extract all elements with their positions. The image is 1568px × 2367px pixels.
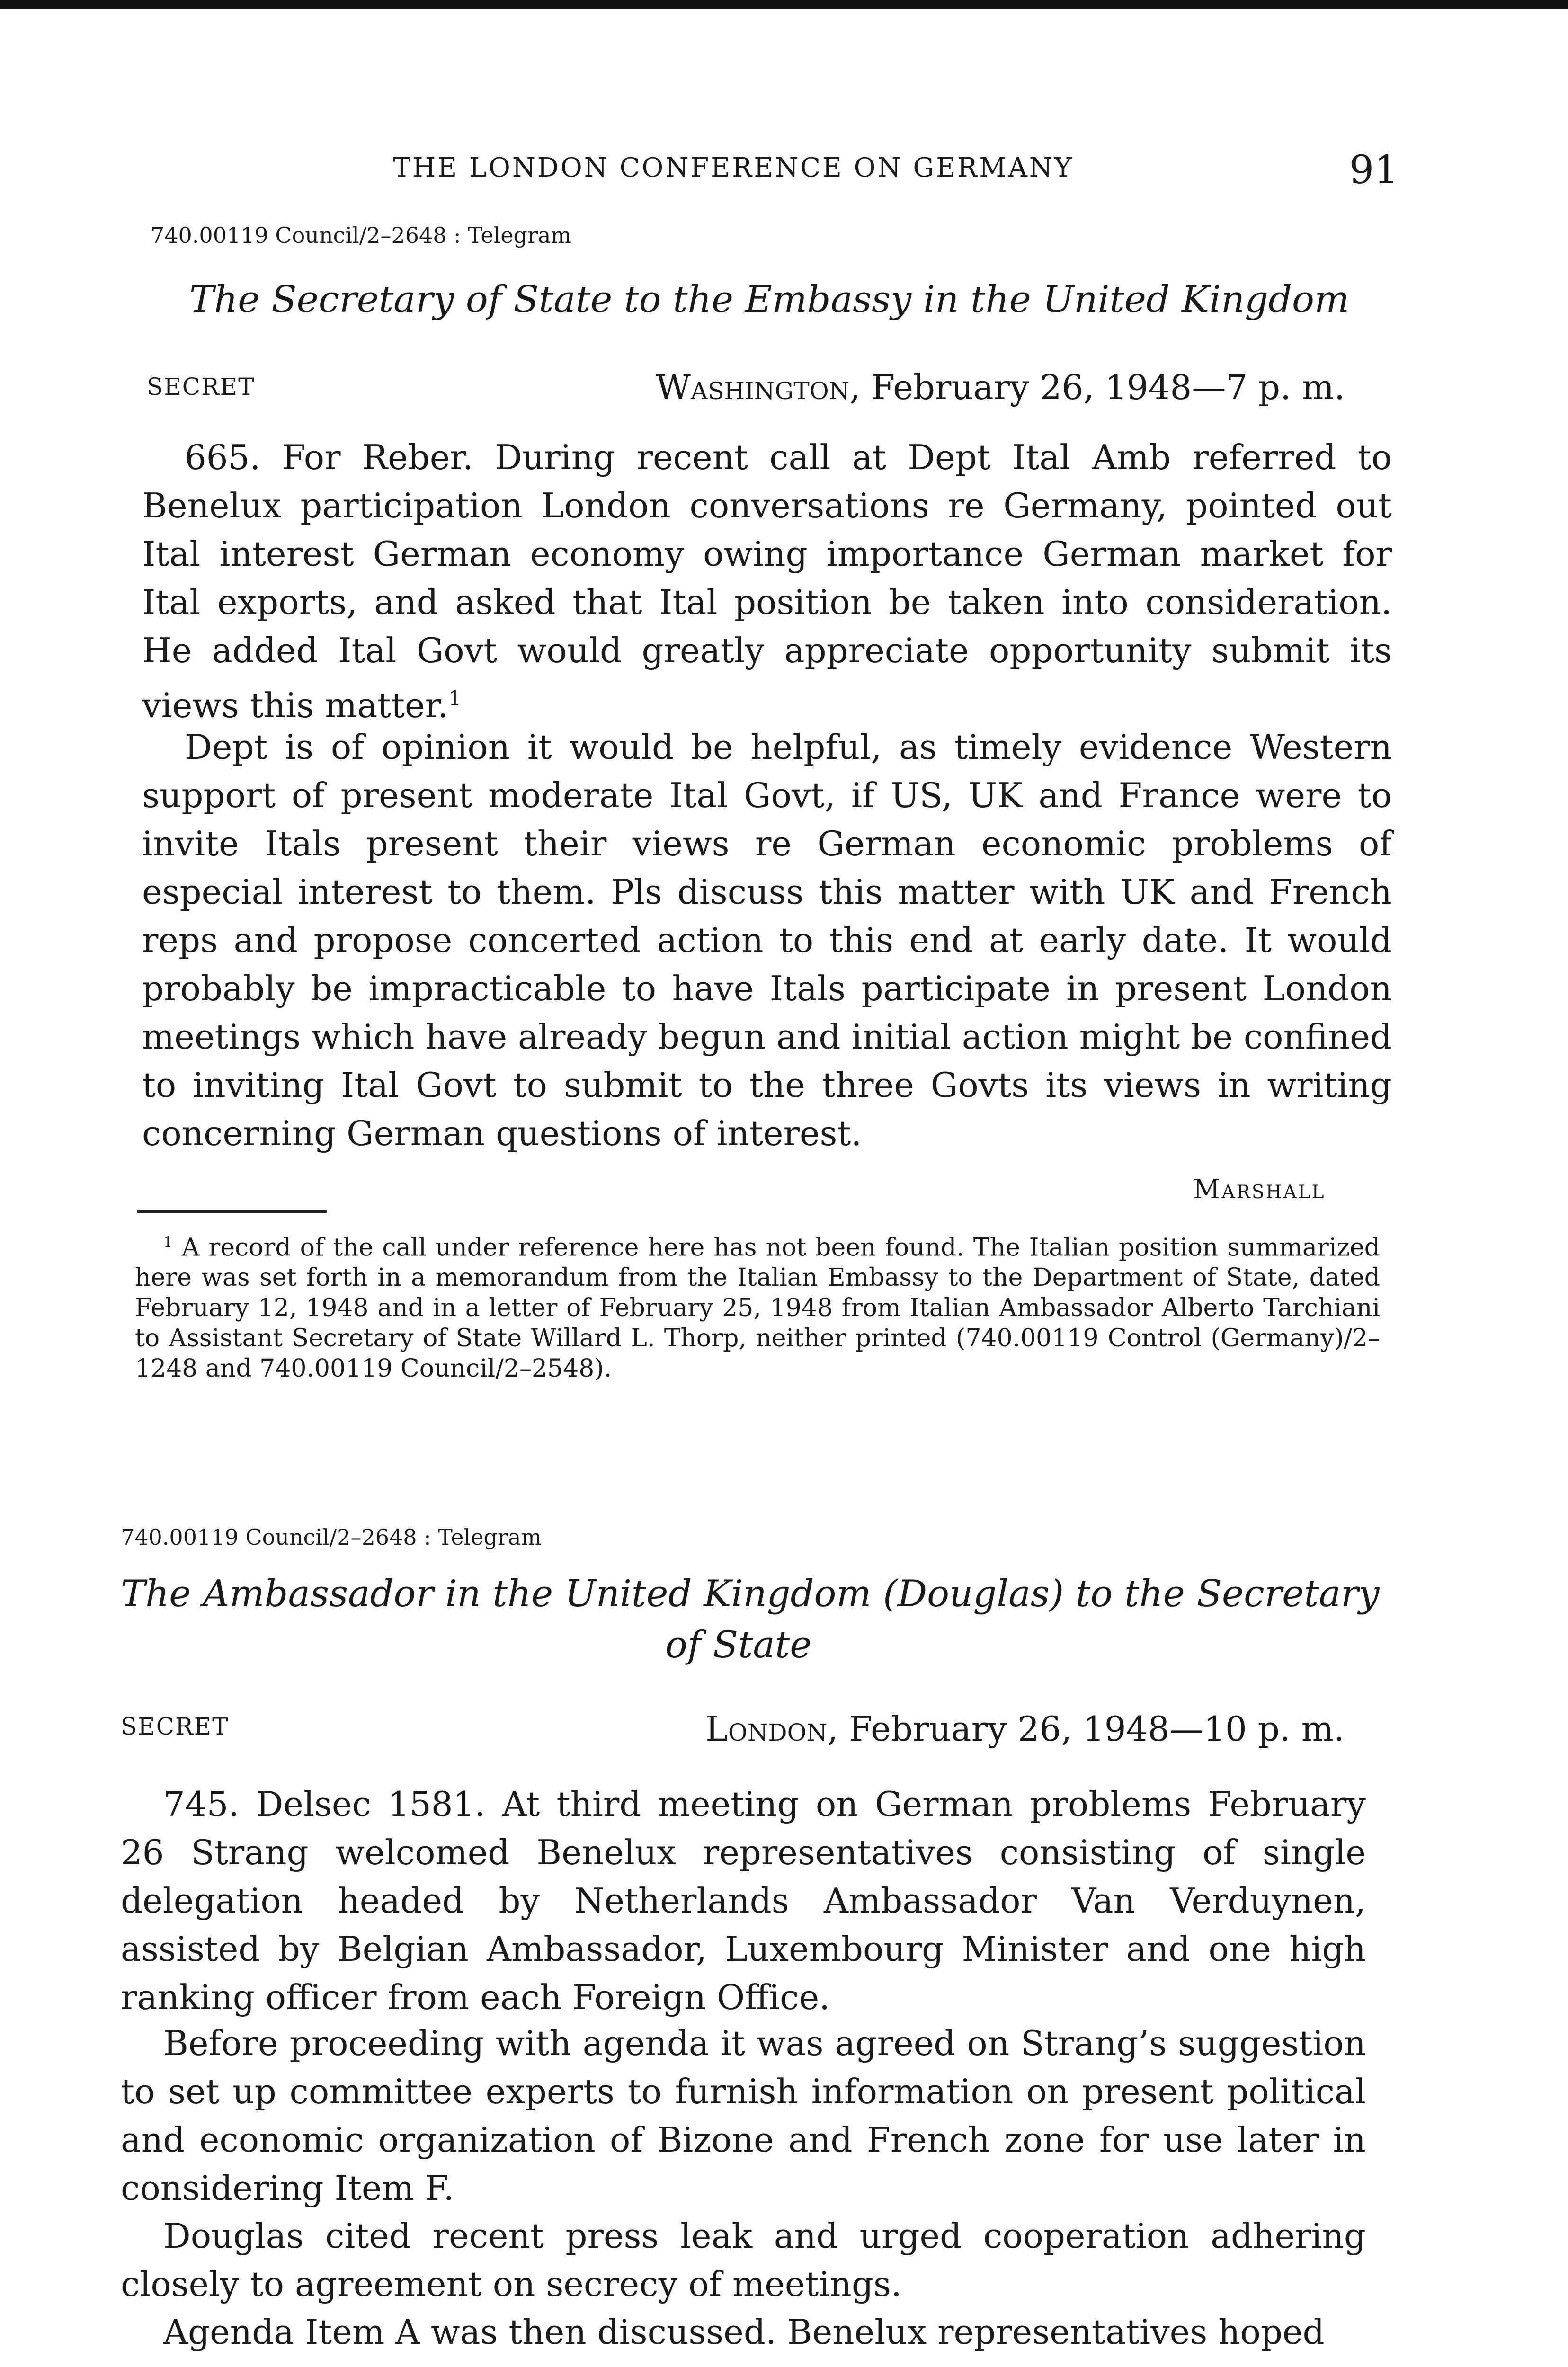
dateline (705, 1709, 1345, 1749)
telegram-paragraph: 745. Delsec 1581. At third meeting on German problems February 26 Strang welcomed Benelux representatives consisting of single delegation headed by Netherlands Ambassador Van Verduynen, assisted by Belgian Ambassador, Luxembourg Minister and one high ranking officer from each Foreign Office. (121, 1784, 1366, 2017)
footnote-rule (137, 1210, 327, 1213)
document-title-continued: of State (665, 1624, 812, 1666)
footnote-number: 1 (163, 1234, 173, 1251)
footnote-marker: 1 (448, 687, 462, 711)
telegram-paragraph: Dept is of opinion it would be helpful, as timely evidence Western support of present moderate Ital Govt, if US, UK and France were to invite Itals present their views re German economic problems of especial interest to them. Pls discuss this matter with UK and French reps and propose concerted action to this end at early date. It would probably be impracticable to have Itals participate in present London meetings which have already begun and initial action might be confined to inviting Ital Govt to submit to the three Govts its views in writing concerning German questions of interest. (142, 727, 1392, 1153)
footnote (135, 1227, 1380, 1384)
dateline-date: , February 26, 1948—7 p. m. (849, 367, 1345, 407)
dateline-date: , February 26, 1948—10 p. m. (827, 1709, 1345, 1749)
classification: SECRET (121, 1713, 229, 1740)
file-reference: 740.00119 Council/2–2648 : Telegram (121, 1524, 542, 1550)
dateline-place: Washington (656, 367, 850, 407)
dateline-place: London (705, 1709, 828, 1749)
telegram-paragraph: Agenda Item A was then discussed. Benelux representatives hoped (163, 2312, 1325, 2352)
telegram-paragraph (142, 433, 1392, 730)
document-title: The Ambassador in the United Kingdom (Douglas) to the Secretary (121, 1573, 1380, 1615)
telegram-paragraph: Before proceeding with agenda it was agreed on Strang’s suggestion to set up committee experts to furnish information on present political and economic organization of Bizone and French zone for use later in considering Item F. (121, 2023, 1366, 2208)
paragraph-text: 665. For Reber. During recent call at Dept Ital Amb referred to Benelux participation London conversations re Germany, pointed out Ital interest German economy owing importance German market for Ital exports, and asked that Ital position be taken into consideration. He added Ital Govt would greatly appreciate opportunity submit its views this matter. (142, 437, 1392, 725)
running-title: THE LONDON CONFERENCE ON GERMANY (393, 152, 1074, 183)
document-title: The Secretary of State to the Embassy in the United Kingdom (189, 278, 1349, 321)
dateline (656, 367, 1345, 407)
telegram-paragraph: Douglas cited recent press leak and urged cooperation adhering closely to agreement on secrecy of meetings. (121, 2216, 1366, 2304)
signature: Marshall (1193, 1174, 1326, 1205)
footnote-text: A record of the call under reference here has not been found. The Italian position summarized here was set forth in a memorandum from the Italian Embassy to the Department of State, dated February 12, 1948 and in a letter of February 25, 1948 from Italian Ambassador Alberto Tarchiani to Assistant Secretary of State Willard L. Thorp, neither printed (740.00119 Control (Germany)/2–1248 and 740.00119 Council/2–2548). (135, 1233, 1380, 1383)
classification: SECRET (147, 373, 255, 400)
file-reference: 740.00119 Council/2–2648 : Telegram (151, 222, 572, 248)
page-number: 91 (1349, 148, 1399, 193)
